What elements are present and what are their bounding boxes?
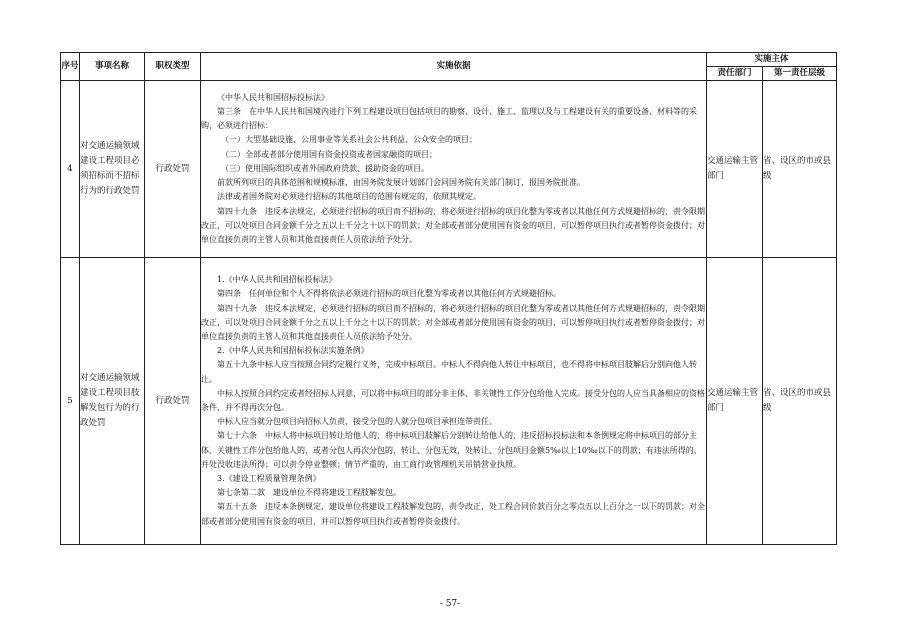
basis-line: （一）大型基础设施、公用事业等关系社会公共利益、公众安全的项目； (221, 135, 477, 145)
basis-line: 法律或者国务院对必须进行招标的其他项目的范围有规定的，依照其规定。 (217, 192, 481, 202)
row-seq: 5 (61, 258, 80, 545)
basis-line: 中标人应当就分包项目向招标人负责，接受分包的人就分包项目承担连带责任。 (217, 417, 497, 427)
row-name: 对交通运输领域建设工程项目肢解发包行为的行政处罚 (80, 258, 145, 545)
basis-line: 第七条第二款 建设单位不得将建设工程肢解发包。 (217, 488, 401, 498)
header-dept: 责任部门 (707, 67, 763, 81)
basis-line: 第五十五条 违反本条例规定，建设单位将建设工程肢解发包的，责令改正，处工程合同价款百分之零点五以上百分之一以下的罚款；对全部或者部分使用国有资金的项目，并可以暂停项目执行或者暂停资金拨付。 (201, 502, 705, 526)
header-level: 第一责任层级 (763, 67, 837, 81)
row-type: 行政处罚 (145, 81, 201, 258)
basis-line: （二）全部或者部分使用国有资金投资或者国家融资的项目； (221, 149, 437, 159)
basis-line: 3.《建设工程质量管理条例》 (217, 474, 321, 484)
header-basis: 实施依据 (201, 53, 707, 81)
row-dept: 交通运输主管部门 (707, 81, 763, 258)
row-level: 省、设区的市或县级 (763, 258, 837, 545)
basis-line: 2.《中华人民共和国招标投标法实施条例》 (217, 346, 369, 356)
row-seq: 4 (61, 81, 80, 258)
table-row (61, 81, 837, 258)
basis-line: 前款所列项目的具体范围和规模标准，由国务院发展计划部门会同国务院有关部门制订，报国务院批准。 (217, 178, 585, 188)
basis-line: 第五十九条中标人应当按照合同约定履行义务，完成中标项目。中标人不得向他人转让中标项目，也不得将中标项目肢解后分别向他人转让。 (201, 360, 697, 384)
header-type: 职权类型 (145, 53, 201, 81)
row-level: 省、设区的市或县级 (763, 81, 837, 258)
table-row (61, 258, 837, 545)
row-dept: 交通运输主管部门 (707, 258, 763, 545)
row-type: 行政处罚 (145, 258, 201, 545)
header-seq: 序号 (61, 53, 80, 81)
basis-line: 1.《中华人民共和国招标投标法》 (217, 275, 337, 285)
basis-line: 第四十九条 违反本法规定，必须进行招标的项目而不招标的，将必须进行招标的项目化整为零或者以其他任何方式规避招标的，责令限期改正，可以处项目合同金额千分之五以上千分之十以下的罚款；对全部或者部分使用国有资金的项目，可以暂停项目执行或者暂停资金拨付；对单位直接负责的主管人员和其他直接责任人员依法给予处分。 (201, 303, 705, 341)
row-basis (201, 81, 707, 258)
basis-line: 《中华人民共和国招标投标法》 (217, 92, 329, 102)
basis-line: 第四条 任何单位和个人不得将依法必须进行招标的项目化整为零或者以其他任何方式规避招标。 (217, 289, 561, 299)
basis-line: 第三条 在中华人民共和国境内进行下列工程建设项目包括项目的勘察、设计、施工、监理以及与工程建设有关的重要设备、材料等的采购，必须进行招标： (201, 107, 697, 131)
basis-line: （三）使用国际组织或者外国政府贷款、援助资金的项目。 (221, 163, 429, 173)
basis-line: 第七十六条 中标人将中标项目转让给他人的，将中标项目肢解后分别转让给他人的，违反招标投标法和本条例规定将中标项目的部分主体、关键性工作分包给他人的，或者分包人再次分包的，转让、分包无效，处转让、分包项目金额5‰以上10‰以下的罚款；有违法所得的，并处没收违法所得；可以责令停业整顿；情节严重的，由工商行政管理机关吊销营业执照。 (201, 431, 702, 469)
authority-table (60, 52, 837, 545)
page-number: - 57- (439, 599, 461, 609)
header-subject: 实施主体 (707, 53, 837, 67)
row-basis (201, 258, 707, 545)
basis-line: 第四十九条 违反本法规定，必须进行招标的项目而不招标的，将必须进行招标的项目化整为零或者以其他任何方式规避招标的，责令限期改正，可以处项目合同金额千分之五以上千分之十以下的罚款；对全部或者部分使用国有资金的项目，可以暂停项目执行或者暂停资金拨付；对单位直接负责的主管人员和其他直接责任人员依法给予处分。 (201, 206, 705, 244)
basis-line: 中标人按照合同约定或者经招标人同意，可以将中标项目的部分非主体、非关键性工作分包给他人完成。接受分包的人应当具备相应的资格条件，并不得再次分包。 (201, 388, 705, 412)
row-name: 对交通运输领域建设工程项目必须招标而不招标行为的行政处罚 (80, 81, 145, 258)
header-name: 事项名称 (80, 53, 145, 81)
